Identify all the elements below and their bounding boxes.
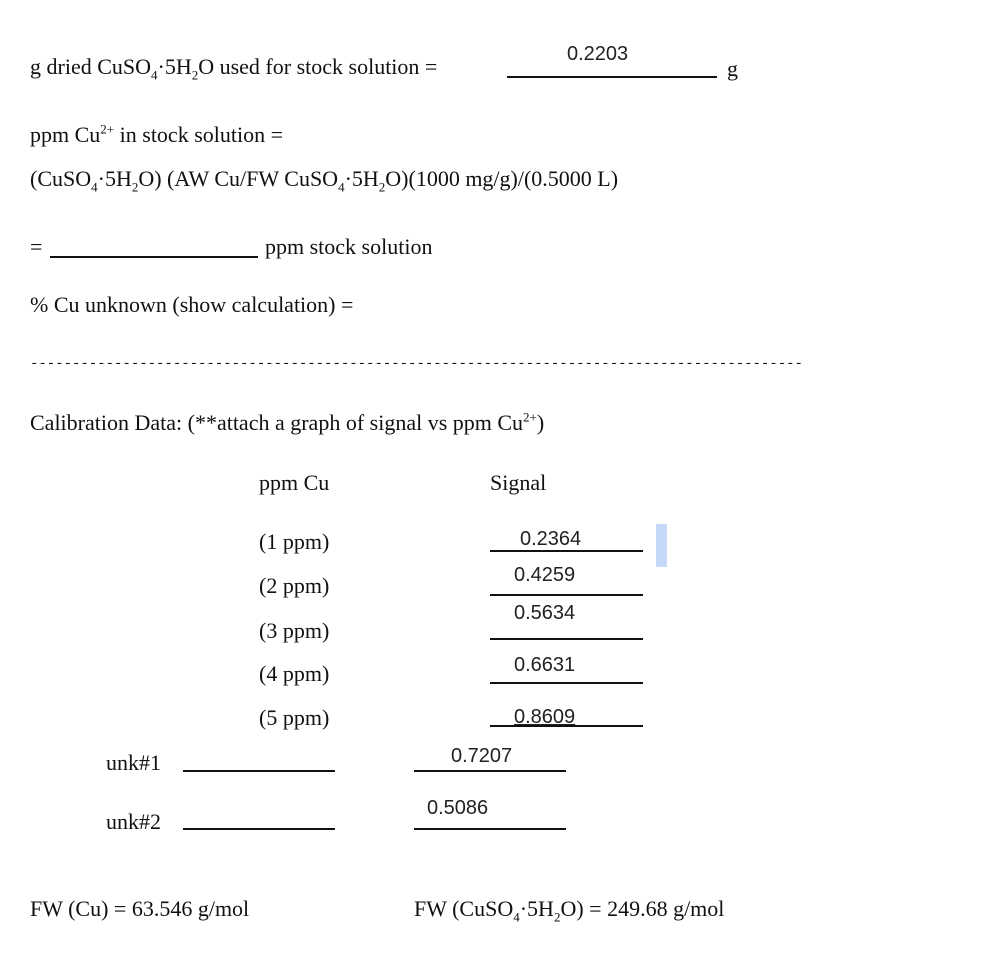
percent-cu-label: % Cu unknown (show calculation) = [30,292,354,317]
calibration-signal-input[interactable]: 0.6631 [514,654,576,676]
mass-label-text-b: ·5H [157,54,192,79]
ppm-stock-unit-label: ppm stock solution [265,234,433,259]
mass-label-sub-2: 2 [191,67,199,83]
ppm-label-text-b: in stock solution = [114,122,283,147]
mass-label-text-c: O used for stock solution = [198,54,438,79]
calibration-signal-input[interactable]: 0.2364 [520,528,582,550]
calibration-heading [30,410,544,436]
mass-value-underline [507,76,717,78]
fw-salt-text-b: ·5H [519,896,554,921]
fw-salt-sub-1: 4 [513,909,520,925]
unknown-1-signal-input[interactable]: 0.7207 [451,745,513,767]
formula-text-e: O)(1000 mg/g)/(0.5000 L) [385,166,619,191]
mass-unit: g [727,56,738,81]
calibration-heading-text-b: ) [536,410,545,435]
mass-label-sub-1: 4 [151,67,158,83]
formula-text-d: ·5H [344,166,379,191]
ppm-formula [30,166,619,195]
text-cursor-highlight [656,524,667,567]
formula-text-c: O) (AW Cu/FW CuSO [138,166,339,191]
formula-text-a: (CuSO [30,166,92,191]
formula-sub-2: 2 [131,179,139,195]
ppm-label-text-a: ppm Cu [30,122,101,147]
calibration-row-label: (1 ppm) [259,529,330,554]
unknown-2-ppm-line[interactable] [183,828,335,830]
fw-salt-text-c: O) = 249.68 g/mol [560,896,725,921]
ppm-stock-equals: = [30,234,43,259]
column-header-ppm: ppm Cu [259,470,330,495]
unknown-2-signal-line [414,828,566,830]
ppm-stock-answer-line[interactable] [50,256,258,258]
mass-value-input[interactable]: 0.2203 [567,43,629,65]
column-header-signal: Signal [490,470,547,495]
unknown-1-signal-line [414,770,566,772]
calibration-row-label: (2 ppm) [259,573,330,598]
ppm-label-sup: 2+ [100,121,115,137]
unknown-1-ppm-line[interactable] [183,770,335,772]
section-divider: -------------------------------------------------------------------------------------------- [30,356,803,372]
calibration-signal-line [490,594,643,596]
unknown-2-signal-input[interactable]: 0.5086 [427,797,489,819]
fw-salt-text-a: FW (CuSO [414,896,514,921]
unknown-1-label: unk#1 [106,750,161,775]
fw-cuso4-5h2o [414,896,725,925]
calibration-row-label: (3 ppm) [259,618,330,643]
calibration-signal-input[interactable]: 0.5634 [514,602,576,624]
calibration-signal-input[interactable]: 0.8609 [514,706,576,728]
calibration-row-label: (4 ppm) [259,661,330,686]
formula-sub-1: 4 [91,179,98,195]
fw-cu: FW (Cu) = 63.546 g/mol [30,896,250,921]
mass-label-text-a: g dried CuSO [30,54,151,79]
ppm-stock-label [30,122,283,148]
calibration-signal-line [490,682,643,684]
mass-label [30,54,438,83]
calibration-signal-line [490,638,643,640]
formula-sub-4: 2 [378,179,386,195]
calibration-heading-sup: 2+ [523,409,537,425]
calibration-heading-text-a: Calibration Data: (**attach a graph of signal vs ppm Cu [30,410,524,435]
calibration-row-label: (5 ppm) [259,705,330,730]
unknown-2-label: unk#2 [106,809,161,834]
calibration-signal-line [490,725,643,727]
formula-text-b: ·5H [97,166,132,191]
fw-salt-sub-2: 2 [553,909,561,925]
formula-sub-3: 4 [338,179,345,195]
calibration-signal-input[interactable]: 0.4259 [514,564,576,586]
